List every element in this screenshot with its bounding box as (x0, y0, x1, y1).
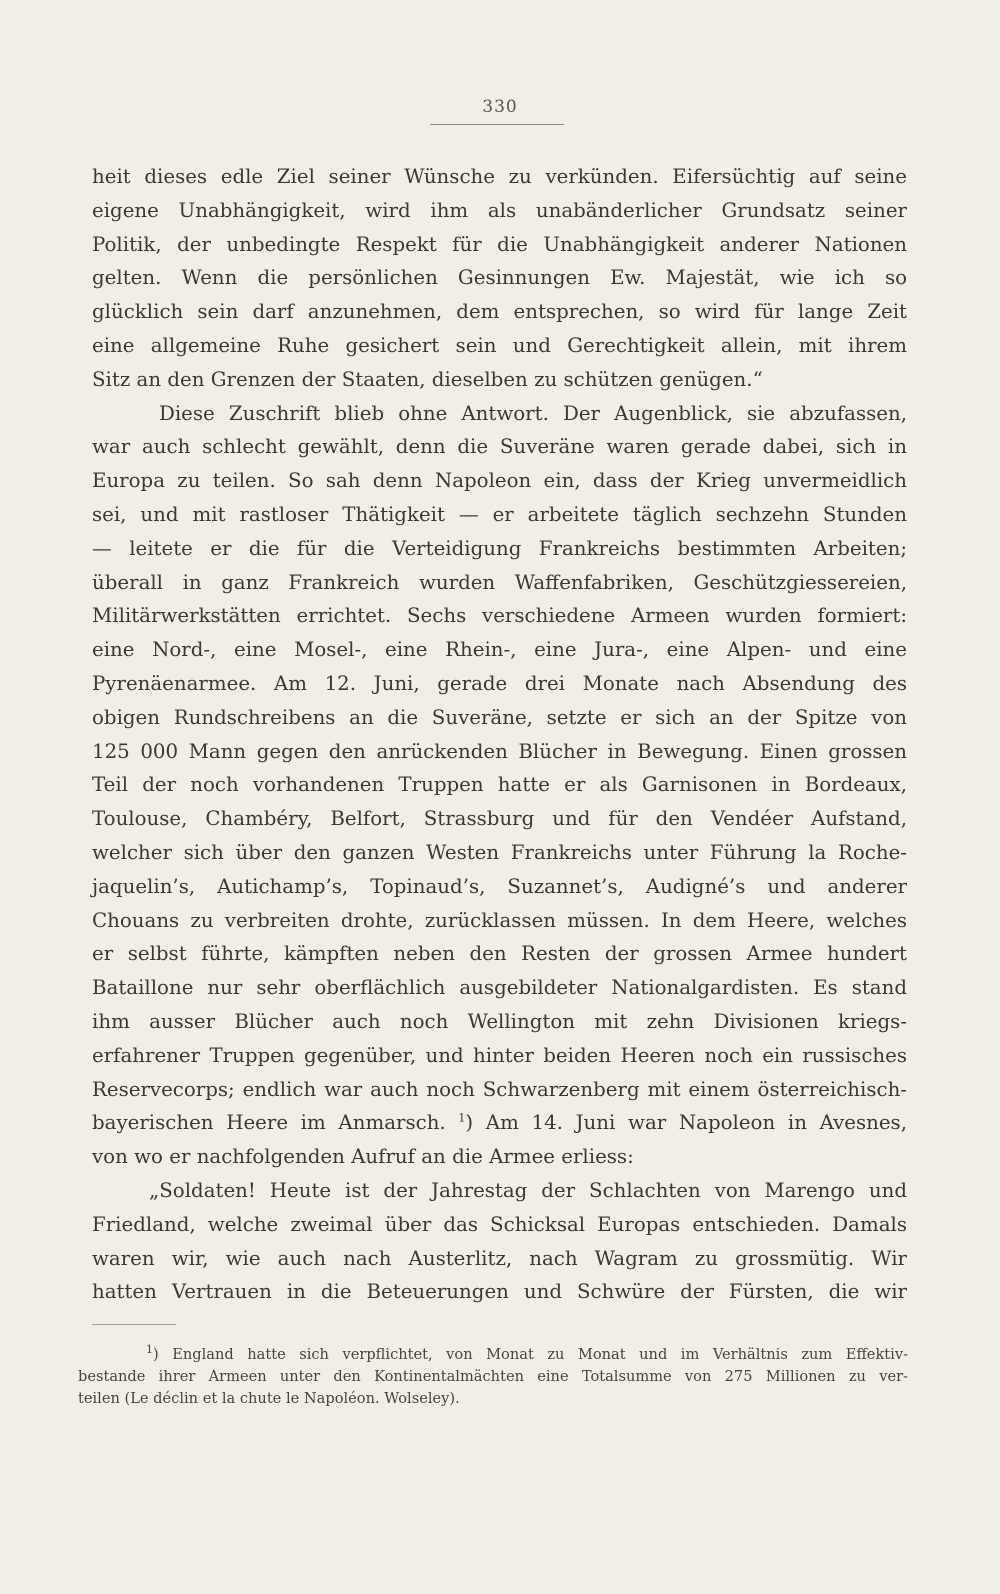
text-line: Pyrenäenarmee. Am 12. Juni, gerade drei Monate nach Absendung des (92, 671, 907, 695)
quote-line: Friedland, welche zweimal über das Schicksal Europas entschieden. Damals (92, 1212, 907, 1236)
footnote-line (78, 1344, 908, 1366)
text-line: Politik, der unbedingte Respekt für die Unabhängigkeit anderer Nationen (92, 232, 907, 256)
footnotes (78, 1344, 908, 1410)
footnote-rule (92, 1324, 176, 1325)
text-line: heit dieses edle Ziel seiner Wünsche zu verkünden. Eifersüchtig auf seine (92, 165, 907, 188)
text-line: Teil der noch vorhandenen Truppen hatte er als Garnisonen in Bordeaux, (92, 773, 907, 797)
quote-line: waren wir, wie auch nach Austerlitz, nach Wagram zu grossmütig. Wir (92, 1246, 907, 1270)
text-fragment: ) England hatte sich verpflichtet, von Monat zu Monat und im Verhältnis zum Effektiv- (153, 1346, 908, 1363)
text-line: von wo er nachfolgenden Aufruf an die Armee erliess: (92, 1145, 634, 1169)
text-line: überall in ganz Frankreich wurden Waffenfabriken, Geschützgiessereien, (92, 570, 907, 594)
body-text (92, 160, 907, 1309)
text-line: Chouans zu verbreiten drohte, zurücklassen müssen. In dem Heere, welches (92, 908, 907, 932)
text-line: ihm ausser Blücher auch noch Wellington mit zehn Divisionen kriegs- (92, 1009, 907, 1033)
text-line: eigene Unabhängigkeit, wird ihm als unabänderlicher Grundsatz seiner (92, 198, 907, 222)
footnote-marker: 1 (146, 1343, 153, 1357)
quote-line: hatten Vertrauen in die Beteuerungen und Schwüre der Fürsten, die wir (92, 1280, 907, 1304)
text-line: 125 000 Mann gegen den anrückenden Blücher in Bewegung. Einen grossen (92, 739, 907, 763)
text-line: sei, und mit rastloser Thätigkeit — er arbeitete täglich sechzehn Stunden (92, 502, 907, 526)
quote-line: „Soldaten! Heute ist der Jahrestag der Schlachten von Marengo und (149, 1178, 907, 1202)
text-line-footnote-ref (92, 1106, 907, 1140)
text-line: Sitz an den Grenzen der Staaten, dieselben zu schützen genügen.“ (92, 367, 763, 391)
footnote-line: bestande ihrer Armeen unter den Kontinentalmächten eine Totalsumme von 275 Millionen zu ver- (78, 1368, 908, 1385)
text-fragment: bayerischen Heere im Anmarsch. (92, 1111, 446, 1135)
text-line: — leitete er die für die Verteidigung Frankreichs bestimmten Arbeiten; (92, 536, 907, 560)
text-line: Europa zu teilen. So sah denn Napoleon ein, dass der Krieg unvermeidlich (92, 469, 907, 493)
text-line: war auch schlecht gewählt, denn die Suveräne waren gerade dabei, sich in (92, 435, 907, 459)
text-line: Militärwerkstätten errichtet. Sechs verschiedene Armeen wurden formiert: (92, 604, 907, 628)
text-line: Reservecorps; endlich war auch noch Schwarzenberg mit einem österreichisch- (92, 1077, 907, 1101)
footnote-line: teilen (Le déclin et la chute le Napoléon. Wolseley). (78, 1390, 460, 1407)
text-line: jaquelin’s, Autichamp’s, Topinaud’s, Suzannet’s, Audigné’s und anderer (92, 874, 907, 898)
text-line: gelten. Wenn die persönlichen Gesinnungen Ew. Majestät, wie ich so (92, 266, 907, 290)
text-fragment: ) Am 14. Juni war Napoleon in Avesnes, (465, 1111, 907, 1135)
text-line: er selbst führte, kämpften neben den Resten der grossen Armee hundert (92, 942, 907, 966)
text-line: glücklich sein darf anzunehmen, dem entsprechen, so wird für lange Zeit (92, 300, 907, 324)
text-line: Toulouse, Chambéry, Belfort, Strassburg und für den Vendéer Aufstand, (92, 807, 907, 831)
header-rule (430, 124, 564, 125)
page-number: 330 (482, 97, 518, 117)
text-line: welcher sich über den ganzen Westen Frankreichs unter Führung la Roche- (92, 840, 907, 864)
text-line: erfahrener Truppen gegenüber, und hinter beiden Heeren noch ein russisches (92, 1043, 907, 1067)
text-line: Diese Zuschrift blieb ohne Antwort. Der Augenblick, sie abzufassen, (159, 401, 907, 425)
text-line: obigen Rundschreibens an die Suveräne, setzte er sich an der Spitze von (92, 705, 907, 729)
text-line: eine allgemeine Ruhe gesichert sein und Gerechtigkeit allein, mit ihrem (92, 333, 907, 357)
text-line: eine Nord-, eine Mosel-, eine Rhein-, eine Jura-, eine Alpen- und eine (92, 638, 907, 662)
text-line: Bataillone nur sehr oberflächlich ausgebildeter Nationalgardisten. Es stand (92, 976, 907, 1000)
footnote-reference: 1 (458, 1111, 466, 1125)
